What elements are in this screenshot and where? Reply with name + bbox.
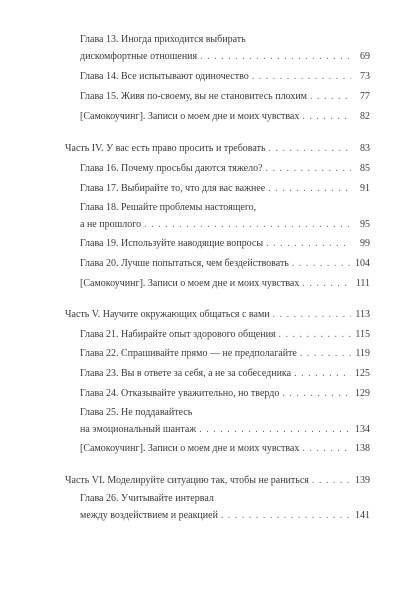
toc-entry-title: Часть V. Научите окружающих общаться с вами	[65, 309, 270, 320]
toc-entry-title: Глава 20. Лучше попытаться, чем бездействовать	[80, 258, 289, 269]
dot-leader	[221, 507, 351, 525]
dot-leader	[199, 421, 351, 439]
toc-entry-title: Глава 14. Все испытывают одиночество	[80, 71, 249, 82]
toc-entry-title: [Самокоучинг]. Записи о моем дне и моих чувствах	[80, 443, 300, 454]
dot-leader	[268, 180, 351, 198]
toc-page-number: 82	[360, 111, 370, 122]
toc-part-entry[interactable]	[65, 306, 370, 324]
toc-entry-first-line: Глава 25. Не поддавайтесь	[80, 407, 193, 418]
toc-entry[interactable]	[80, 385, 370, 403]
toc-entry[interactable]	[80, 108, 370, 126]
dot-leader	[269, 140, 351, 158]
toc-page-number: 104	[355, 258, 370, 269]
toc-page-number: 138	[355, 443, 370, 454]
toc-entry-title: между воздействием и реакцией	[80, 510, 218, 521]
dot-leader	[310, 88, 351, 106]
toc-entry-first-line: Глава 26. Учитывайте интервал	[80, 493, 214, 504]
dot-leader	[266, 235, 351, 253]
toc-entry-title: Часть VI. Моделируйте ситуацию так, чтобы не раниться	[65, 475, 309, 486]
toc-entry-title: а не прошлого	[80, 219, 142, 230]
toc-entry[interactable]	[80, 255, 370, 273]
toc-entry[interactable]	[80, 365, 370, 383]
toc-entry[interactable]	[80, 275, 370, 293]
toc-entry[interactable]	[80, 235, 370, 253]
dot-leader	[302, 440, 351, 458]
toc-page-number: 141	[355, 510, 370, 521]
toc-entry[interactable]	[80, 507, 370, 525]
toc-entry-title: Глава 21. Набирайте опыт здорового общения	[80, 329, 276, 340]
dot-leader	[252, 68, 351, 86]
toc-page-number: 83	[360, 143, 370, 154]
toc-part-entry[interactable]	[65, 472, 370, 490]
toc-entry-title: Глава 24. Отказывайте уважительно, но твердо	[80, 388, 280, 399]
toc-entry[interactable]	[80, 88, 370, 106]
toc-page-number: 115	[355, 329, 370, 340]
toc-page-number: 69	[360, 51, 370, 62]
dot-leader	[273, 306, 351, 324]
toc-entry[interactable]	[80, 440, 370, 458]
toc-entry-first-line: Глава 18. Решайте проблемы настоящего,	[80, 202, 257, 213]
dot-leader	[282, 385, 351, 403]
dot-leader	[302, 108, 351, 126]
toc-page-number: 134	[355, 424, 370, 435]
dot-leader	[294, 365, 351, 383]
dot-leader	[300, 345, 351, 363]
toc-entry-title: дискомфортные отношения	[80, 51, 198, 62]
toc-entry[interactable]	[80, 216, 370, 234]
toc-page-number: 77	[360, 91, 370, 102]
toc-entry-first-line: Глава 13. Иногда приходится выбирать	[80, 34, 246, 45]
toc-page-number: 125	[355, 368, 370, 379]
toc-entry[interactable]	[80, 68, 370, 86]
toc-entry-title: [Самокоучинг]. Записи о моем дне и моих чувствах	[80, 111, 300, 122]
dot-leader	[200, 48, 351, 66]
toc-entry[interactable]	[80, 326, 370, 344]
dot-leader	[279, 326, 351, 344]
dot-leader	[302, 275, 351, 293]
toc-page-number: 91	[360, 183, 370, 194]
toc-entry-title: Глава 17. Выбирайте то, что для вас важнее	[80, 183, 266, 194]
dot-leader	[292, 255, 351, 273]
toc-entry[interactable]	[80, 160, 370, 178]
toc-entry-title: Глава 23. Вы в ответе за себя, а не за собеседника	[80, 368, 292, 379]
toc-entry-title: на эмоциональный шантаж	[80, 424, 197, 435]
toc-page-number: 113	[355, 309, 370, 320]
dot-leader	[266, 160, 351, 178]
toc-entry-title: Глава 22. Спрашивайте прямо — не предполагайте	[80, 348, 297, 359]
toc-entry[interactable]	[80, 345, 370, 363]
toc-page-number: 129	[355, 388, 370, 399]
toc-page-number: 73	[360, 71, 370, 82]
toc-page-number: 95	[360, 219, 370, 230]
toc-entry[interactable]	[80, 421, 370, 439]
toc-page-number: 99	[360, 238, 370, 249]
toc-entry-title: Глава 16. Почему просьбы даются тяжело?	[80, 163, 263, 174]
toc-entry-title: Глава 15. Живя по-своему, вы не становитесь плохим	[80, 91, 308, 102]
toc-page-number: 119	[355, 348, 370, 359]
dot-leader	[144, 216, 351, 234]
toc-page-number: 85	[360, 163, 370, 174]
toc-entry-title: [Самокоучинг]. Записи о моем дне и моих чувствах	[80, 278, 300, 289]
toc-entry-title: Глава 19. Используйте наводящие вопросы	[80, 238, 264, 249]
dot-leader	[312, 472, 351, 490]
toc-part-entry[interactable]	[65, 140, 370, 158]
toc-page-number: 111	[355, 278, 370, 289]
toc-page-number: 139	[355, 475, 370, 486]
toc-entry[interactable]	[80, 180, 370, 198]
toc-entry[interactable]	[80, 48, 370, 66]
toc-entry-title: Часть IV. У вас есть право просить и требовать	[65, 143, 266, 154]
